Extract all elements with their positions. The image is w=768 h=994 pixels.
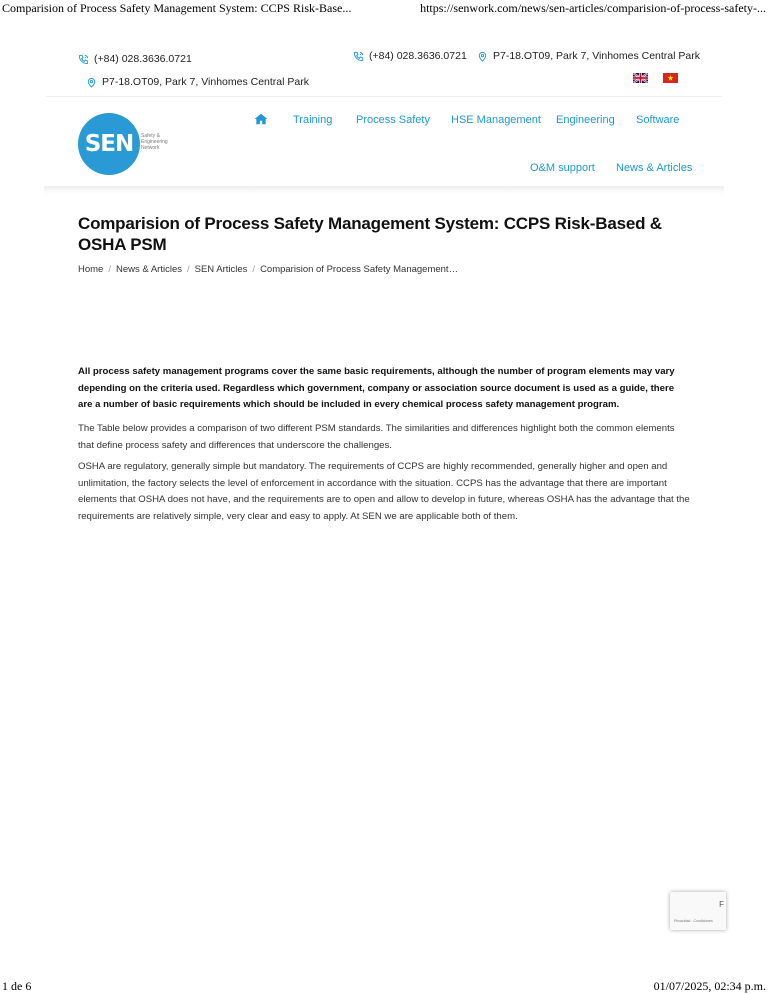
contact-phone-mobile[interactable] <box>78 53 192 65</box>
location-pin-icon <box>86 77 97 88</box>
nav-training[interactable]: Training <box>293 114 333 126</box>
recaptcha-letter: F <box>719 900 724 909</box>
breadcrumb-separator: / <box>252 264 256 275</box>
breadcrumb-separator: / <box>108 264 111 275</box>
contact-phone-text: (+84) 028.3636.0721 <box>94 53 192 65</box>
article-intro: All process safety management programs cover the same basic requirements, although the number of program elements may vary depending on the criteria used. Regardless which government, company or association source document is used as a guide, there are a number of basic requirements which should be included in every chemical process safety management program. <box>78 366 675 410</box>
nav-shadow <box>44 186 724 194</box>
phone-icon <box>353 51 364 62</box>
print-datetime: 01/07/2025, 02:34 p.m. <box>653 979 766 993</box>
page-title: Comparision of Process Safety Management System: CCPS Risk-Based & OSHA PSM <box>78 214 662 254</box>
vietnam-flag-icon[interactable] <box>663 73 678 83</box>
article-paragraph: OSHA are regulatory, generally simple but mandatory. The requirements of CCPS are highly recommended, generally higher and open and unlimitation, the factory selects the level of enforcement in accordance with the situation. CCPS has the advantage that there are important elements that OSHA does not have, and the requirements are to open and allow to develop in future, whereas OSHA has the advantage that the requirements are relatively simple, very clear and easy to apply. At SEN we are applicable both of them. <box>78 461 690 522</box>
contact-address-text: P7-18.OT09, Park 7, Vinhomes Central Park <box>493 50 700 62</box>
uk-flag-icon[interactable] <box>633 73 648 83</box>
logo-tagline: Safety & Engineering Network <box>141 133 168 151</box>
breadcrumb-news-articles[interactable]: News & Articles <box>115 264 182 275</box>
print-page-number: 1 de 6 <box>2 979 32 993</box>
breadcrumb-home[interactable]: Home <box>78 264 104 275</box>
phone-icon <box>78 54 89 65</box>
nav-om-support[interactable]: O&M support <box>530 162 595 174</box>
recaptcha-badge[interactable] <box>670 892 726 930</box>
recaptcha-terms: Privacidad - Condiciones <box>674 919 713 923</box>
contact-phone-desktop[interactable] <box>353 50 467 62</box>
contact-phone-text: (+84) 028.3636.0721 <box>369 50 467 62</box>
article-paragraph: The Table below provides a comparison of two different PSM standards. The similarities and differences highlight both the common elements that define process safety and differences that underscore the challenges. <box>78 423 675 451</box>
contact-address-mobile <box>86 76 309 88</box>
print-page-title: Comparision of Process Safety Management System: CCPS Risk-Base... <box>2 1 352 15</box>
nav-software[interactable]: Software <box>636 114 680 126</box>
contact-address-text: P7-18.OT09, Park 7, Vinhomes Central Park <box>102 76 309 88</box>
header-divider <box>46 96 722 97</box>
nav-engineering[interactable]: Engineering <box>556 114 615 126</box>
contact-address-desktop <box>477 50 700 62</box>
home-icon[interactable] <box>254 113 268 125</box>
logo-mark: SEN <box>78 113 140 175</box>
breadcrumb-current: Comparision of Process Safety Management… <box>260 264 459 275</box>
nav-news-articles[interactable]: News & Articles <box>616 162 693 174</box>
location-pin-icon <box>477 51 488 62</box>
breadcrumb-separator: / <box>186 264 190 275</box>
nav-process-safety[interactable]: Process Safety <box>356 114 430 126</box>
nav-hse-management[interactable]: HSE Management <box>451 114 541 126</box>
print-page-url: https://senwork.com/news/sen-articles/comparision-of-process-safety-... <box>420 1 766 15</box>
breadcrumb-sen-articles[interactable]: SEN Articles <box>194 264 248 275</box>
site-logo[interactable] <box>78 113 168 175</box>
breadcrumb <box>78 264 458 275</box>
